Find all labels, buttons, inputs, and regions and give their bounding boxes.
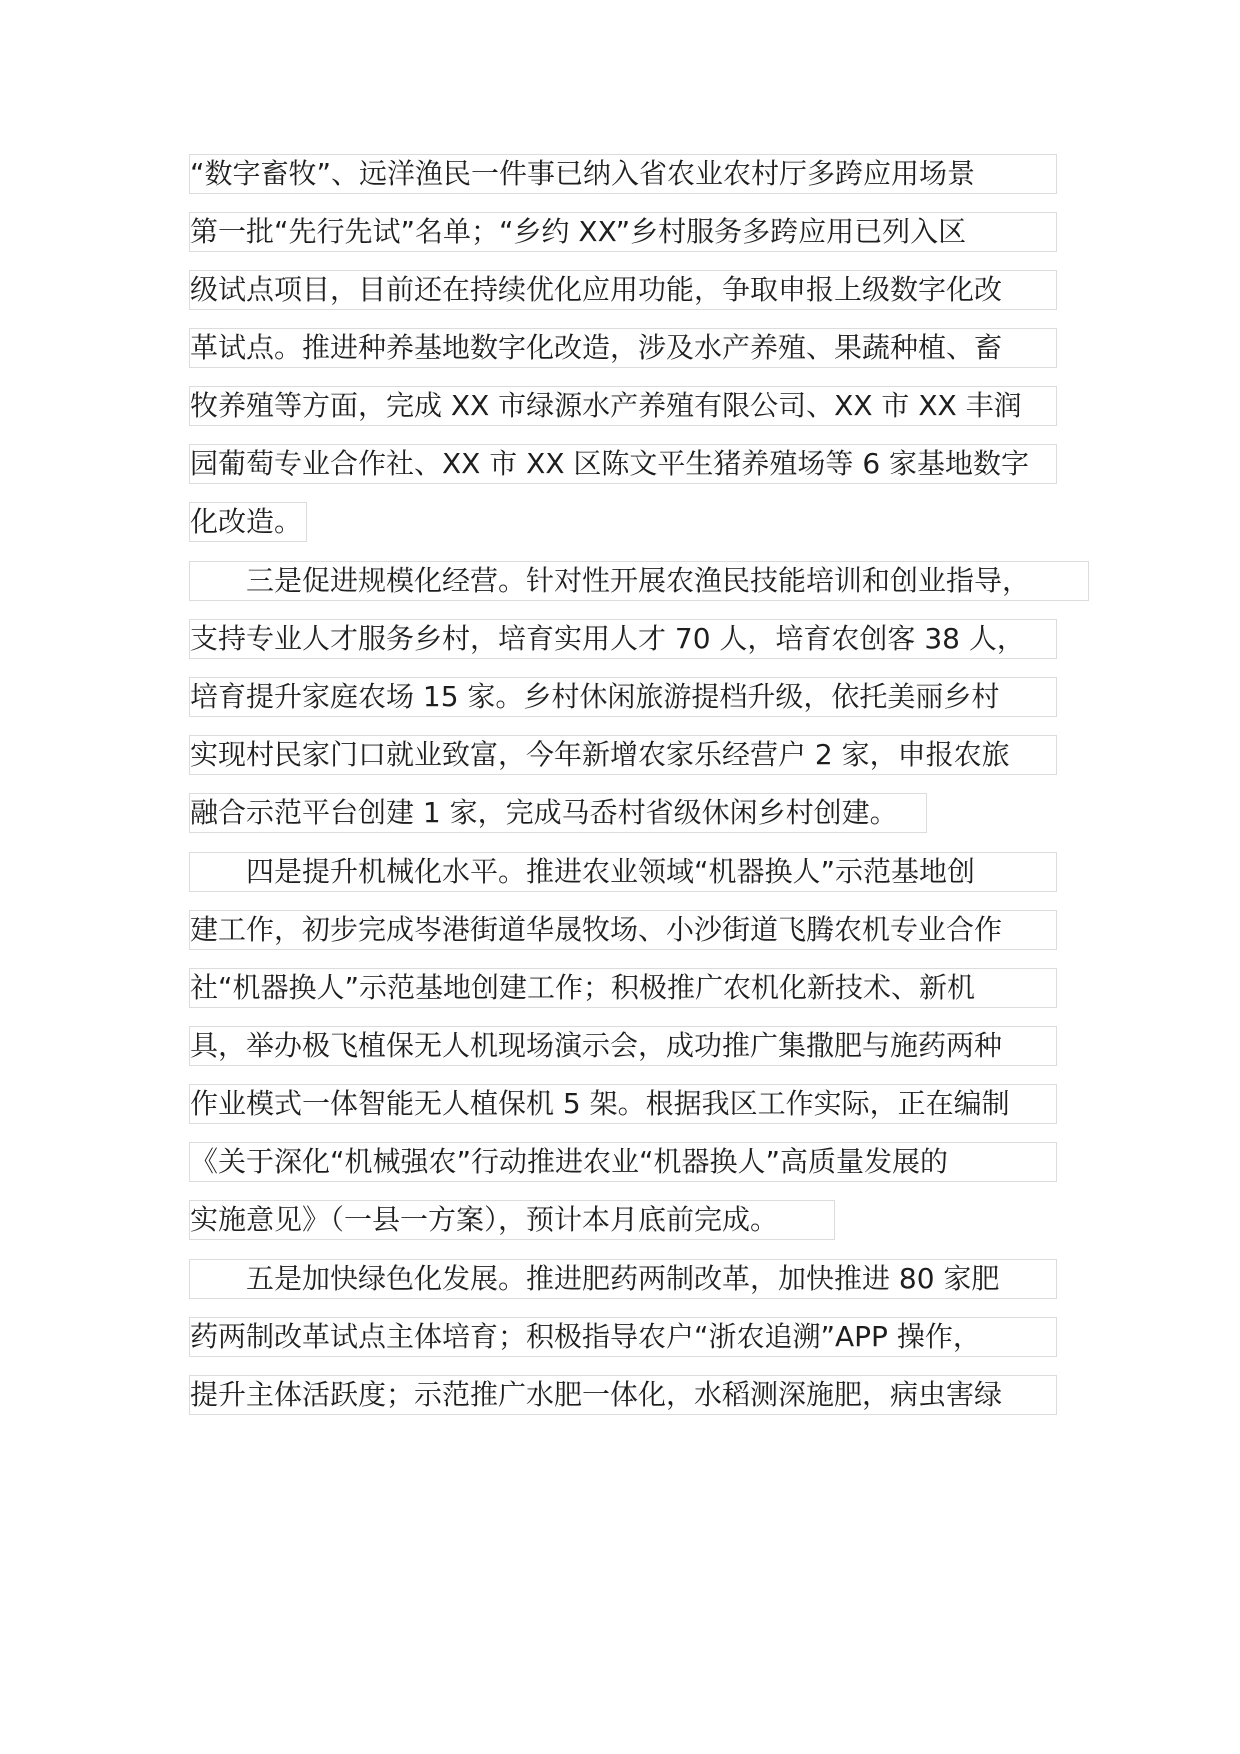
text-line-19: 实施意见》（一县一方案），预计本月底前完成。	[189, 1200, 835, 1240]
text-line-4: 革试点。推进种养基地数字化改造，涉及水产养殖、果蔬种植、畜	[189, 328, 1057, 368]
text-line-22: 提升主体活跃度；示范推广水肥一体化，水稻测深施肥，病虫害绿	[189, 1375, 1057, 1415]
text-line-2: 第一批“先行先试”名单；“乡约 XX”乡村服务多跨应用已列入区	[189, 212, 1057, 252]
paragraph-5-line-1: 五是加快绿色化发展。推进肥药两制改革，加快推进 80 家肥	[189, 1259, 1057, 1299]
text-line-14: 建工作，初步完成岑港街道华晟牧场、小沙街道飞腾农机专业合作	[189, 910, 1057, 950]
text-line-11: 实现村民家门口就业致富，今年新增农家乐经营户 2 家，申报农旅	[189, 735, 1057, 775]
text-line-10: 培育提升家庭农场 15 家。乡村休闲旅游提档升级，依托美丽乡村	[189, 677, 1057, 717]
text-line-12: 融合示范平台创建 1 家，完成马岙村省级休闲乡村创建。	[189, 793, 927, 833]
text-line-15: 社“机器换人”示范基地创建工作；积极推广农机化新技术、新机	[189, 968, 1057, 1008]
text-line-7: 化改造。	[189, 502, 307, 542]
text-line-6: 园葡萄专业合作社、XX 市 XX 区陈文平生猪养殖场等 6 家基地数字	[189, 444, 1057, 484]
text-line-21: 药两制改革试点主体培育；积极指导农户“浙农追溯”APP 操作，	[189, 1317, 1057, 1357]
text-line-17: 作业模式一体智能无人植保机 5 架。根据我区工作实际，正在编制	[189, 1084, 1057, 1124]
text-line-3: 级试点项目，目前还在持续优化应用功能，争取申报上级数字化改	[189, 270, 1057, 310]
text-line-18: 《关于深化“机械强农”行动推进农业“机器换人”高质量发展的	[189, 1142, 1057, 1182]
text-line-1: “数字畜牧”、远洋渔民一件事已纳入省农业农村厅多跨应用场景	[189, 154, 1057, 194]
text-line-9: 支持专业人才服务乡村，培育实用人才 70 人，培育农创客 38 人，	[189, 619, 1057, 659]
paragraph-3-line-1: 三是促进规模化经营。针对性开展农渔民技能培训和创业指导，	[189, 561, 1089, 601]
text-line-5: 牧养殖等方面，完成 XX 市绿源水产养殖有限公司、XX 市 XX 丰润	[189, 386, 1057, 426]
paragraph-4-line-1: 四是提升机械化水平。推进农业领域“机器换人”示范基地创	[189, 852, 1057, 892]
text-line-16: 具，举办极飞植保无人机现场演示会，成功推广集撒肥与施药两种	[189, 1026, 1057, 1066]
